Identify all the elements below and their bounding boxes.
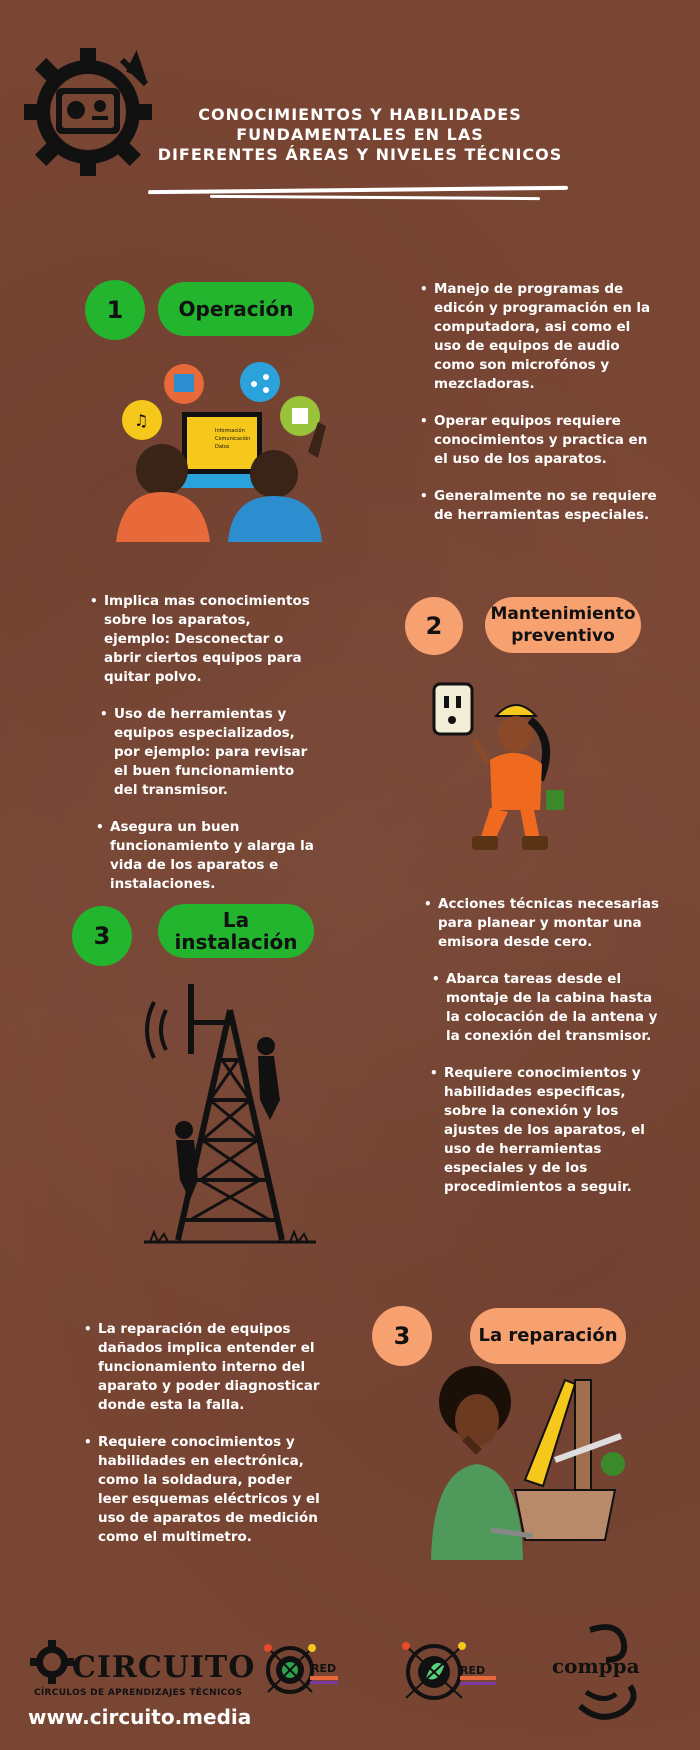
title-underline [148, 186, 568, 194]
screen-text-2: Comunicación [215, 436, 251, 442]
section-2-bullets [88, 592, 318, 912]
section-2-label: Mantenimiento preventivo [485, 597, 641, 653]
screen-text-3: Datos [215, 444, 230, 450]
section-4-label: La reparación [470, 1308, 626, 1364]
page-title [150, 105, 570, 165]
list-item: • Requiere conocimientos y habilidades en electrónica, como la soldadura, poder leer esquemas eléctricos y el uso de aparatos de medición como el multimetro. [82, 1433, 322, 1547]
list-item: • Generalmente no se requiere de herramientas especiales. [418, 487, 658, 525]
screen-text-1: Información [215, 428, 245, 434]
svg-text:♫: ♫ [134, 411, 149, 430]
section-1-number: 1 [85, 280, 145, 340]
section-1-label: Operación [158, 282, 314, 336]
title-line-1: CONOCIMIENTOS Y HABILIDADES [198, 105, 522, 124]
tower-illustration [140, 980, 320, 1250]
red-logo-1-text: RED [311, 1662, 337, 1675]
red-logo-2-text: RED [460, 1664, 486, 1677]
circuito-gear-icon [30, 1640, 74, 1684]
website-link[interactable]: www.circuito.media [28, 1705, 252, 1729]
title-line-3: DIFERENTES ÁREAS Y NIVELES TÉCNICOS [157, 145, 563, 164]
list-item: • Implica mas conocimientos sobre los aparatos, ejemplo: Desconectar o abrir ciertos equipos para quitar polvo. [88, 592, 318, 687]
repair-illustration [425, 1360, 635, 1560]
circuito-brand-sub: CÍRCULOS DE APRENDIZAJES TÉCNICOS [34, 1688, 243, 1698]
list-item: • Abarca tareas desde el montaje de la cabina hasta la colocación de la antena y la conexión del transmisor. [430, 970, 662, 1046]
section-4-number: 3 [372, 1306, 432, 1366]
operation-illustration [112, 362, 342, 542]
title-line-2: FUNDAMENTALES EN LAS [236, 125, 484, 144]
section-3-bullets [422, 895, 662, 1215]
list-item: • La reparación de equipos dañados implica entender el funcionamiento interno del aparato y poder diagnosticar donde esta la falla. [82, 1320, 322, 1415]
section-3-number: 3 [72, 906, 132, 966]
circuito-brand: CIRCUITO [72, 1650, 256, 1685]
section-4-bullets [82, 1320, 322, 1565]
list-item: • Asegura un buen funcionamiento y alarga la vida de los aparatos e instalaciones. [94, 818, 318, 894]
list-item: • Manejo de programas de edicón y programación en la computadora, asi como el uso de equipos de audio como son microfónos y mezcladoras. [418, 280, 658, 394]
list-item: • Uso de herramientas y equipos especializados, por ejemplo: para revisar el buen funcionamiento del transmisor. [98, 705, 318, 800]
maintenance-illustration [430, 680, 580, 860]
gear-radio-logo [18, 40, 158, 180]
title-underline-2 [210, 195, 540, 200]
section-2-number: 2 [405, 597, 463, 655]
comppa-brand: comppa [552, 1654, 640, 1678]
list-item: • Acciones técnicas necesarias para planear y montar una emisora desde cero. [422, 895, 662, 952]
list-item: • Operar equipos requiere conocimientos y practica en el uso de los aparatos. [418, 412, 658, 469]
section-3-label: La instalación [158, 904, 314, 958]
section-1-bullets [418, 280, 658, 543]
list-item: • Requiere conocimientos y habilidades especificas, sobre la conexión y los ajustes de los aparatos, el uso de herramientas especiales y de los procedimientos a seguir. [428, 1064, 662, 1197]
